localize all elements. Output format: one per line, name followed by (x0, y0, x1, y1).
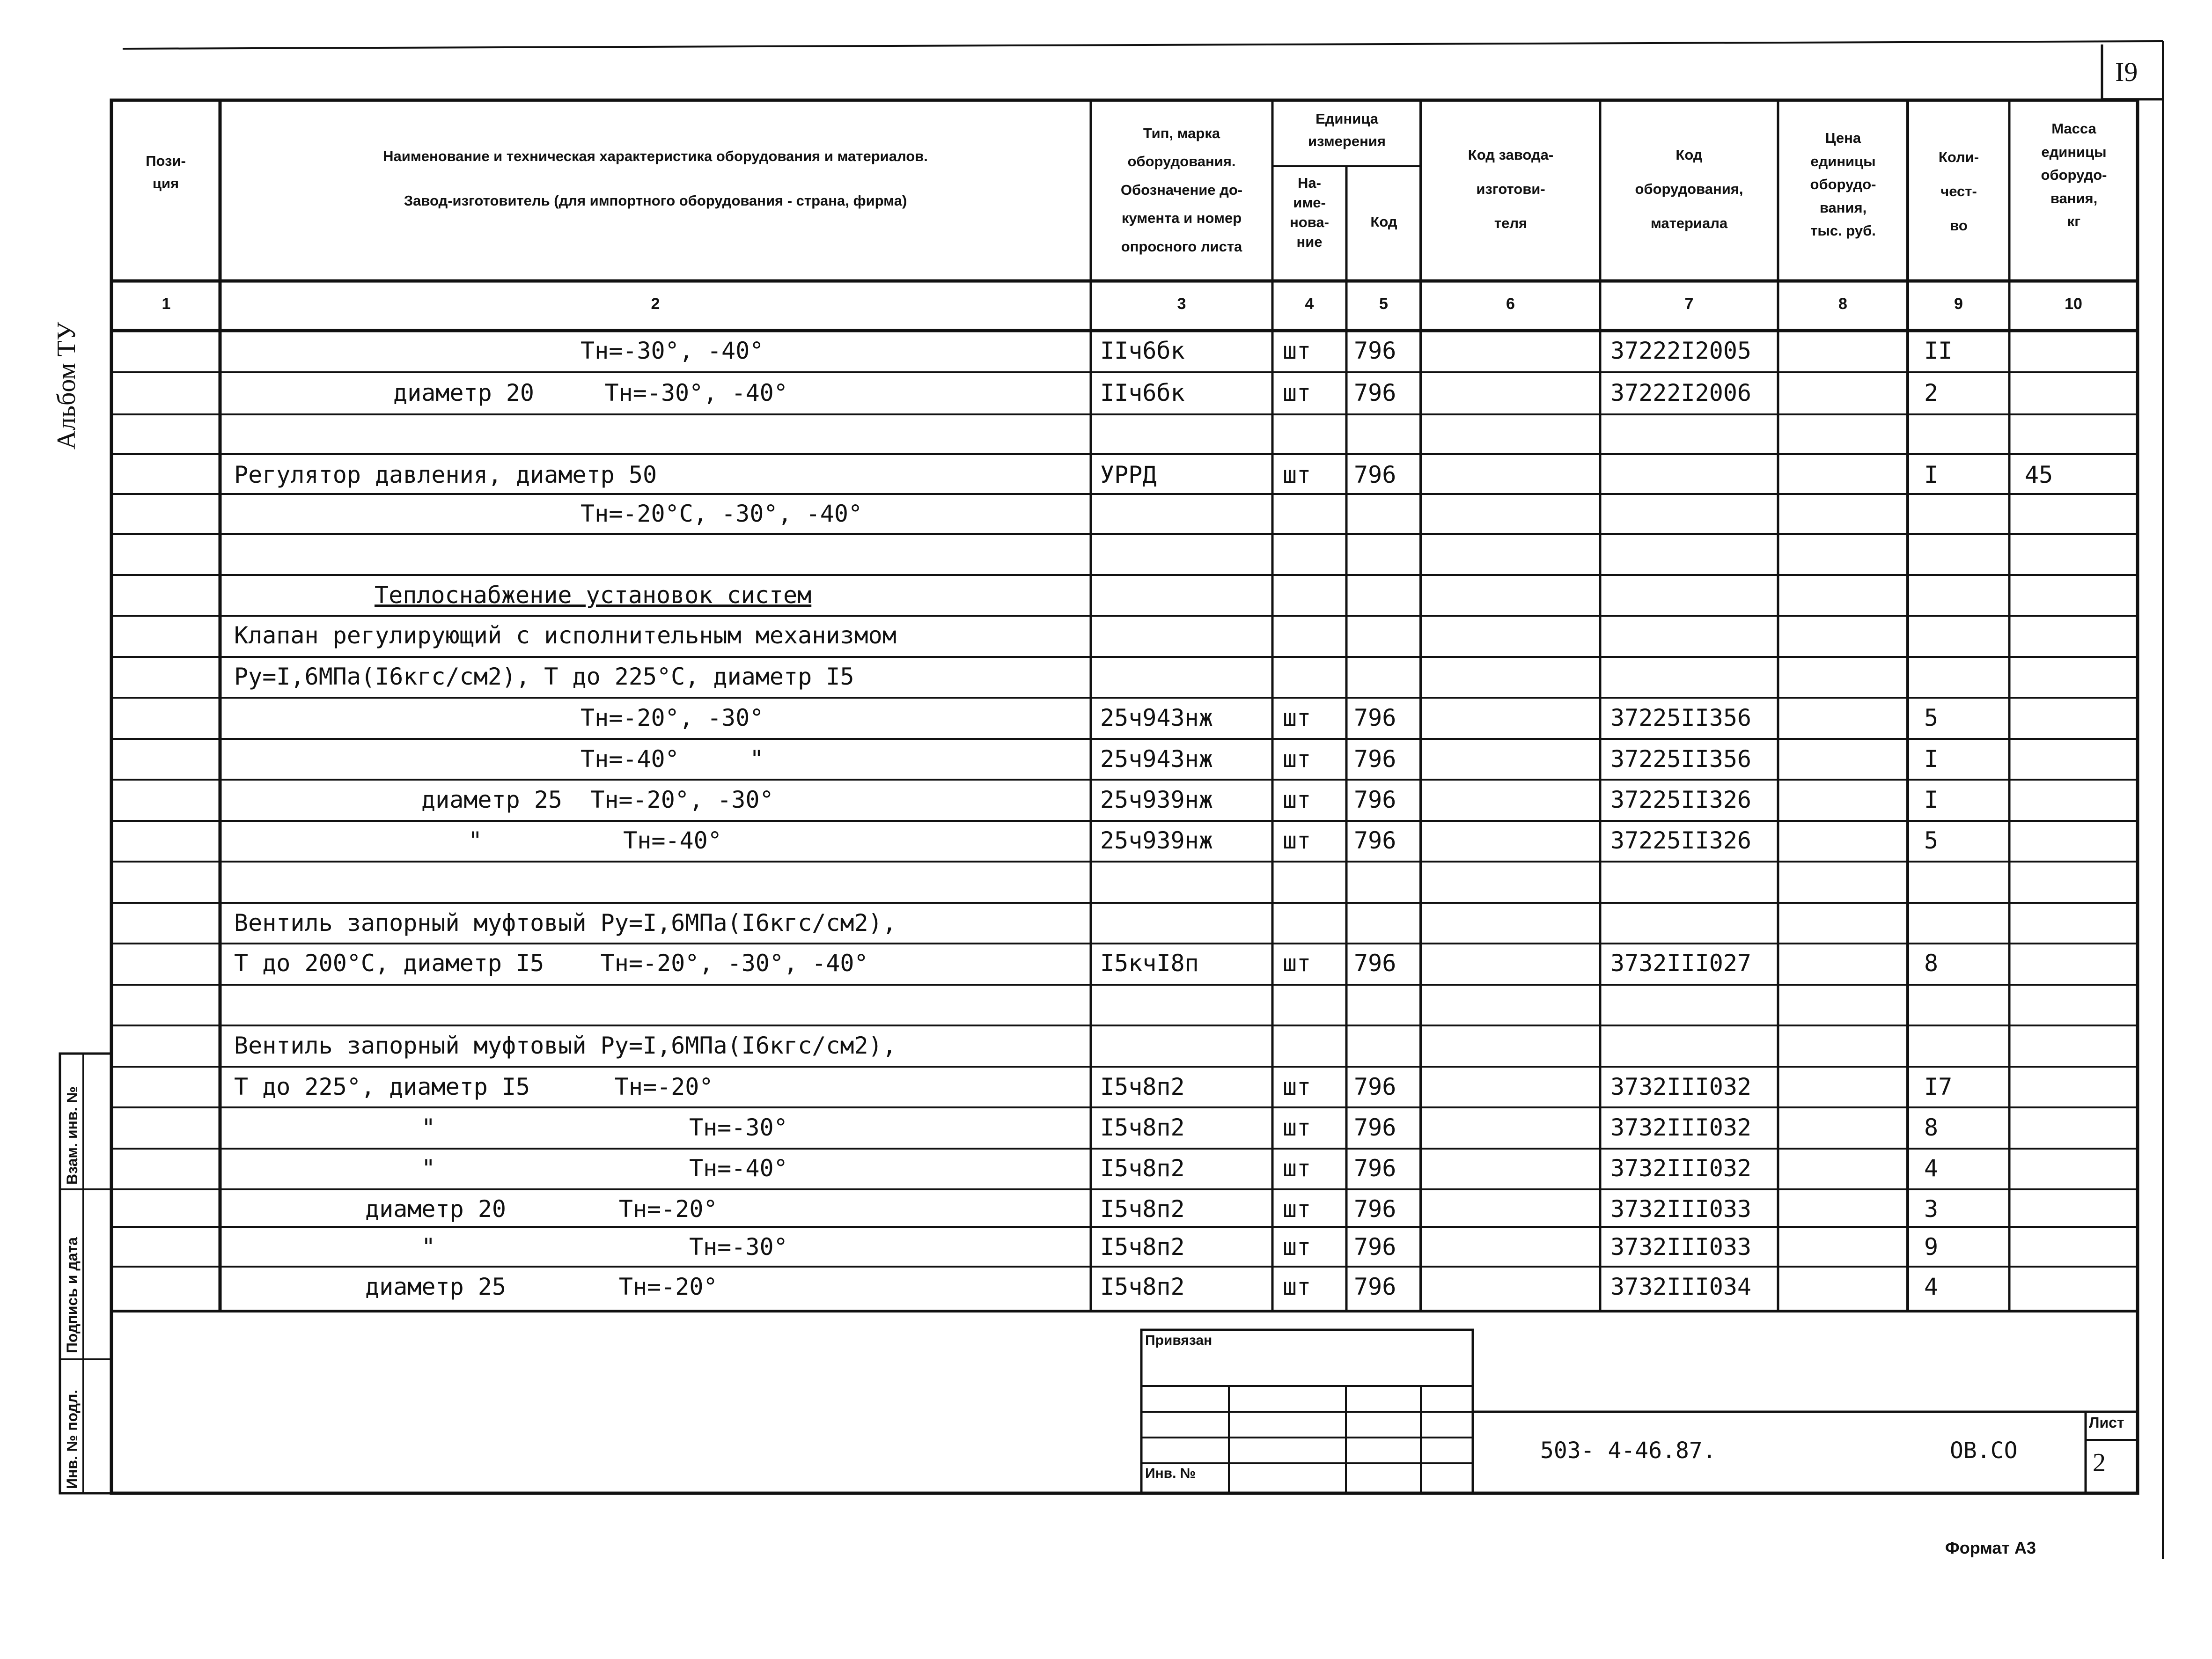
row-unit: шт (1283, 1273, 1311, 1300)
row-name: Тн=-20°, -30° (581, 704, 764, 731)
row-name: диаметр 20 Тн=-30°, -40° (393, 379, 788, 406)
row-qty: 5 (1924, 827, 1939, 854)
row-qty: 9 (1924, 1233, 1939, 1261)
row-code: 796 (1354, 1073, 1396, 1100)
row-mat: 3732III034 (1610, 1273, 1752, 1300)
row-qty: 3 (1924, 1195, 1939, 1223)
row-qty: 8 (1924, 950, 1939, 977)
row-code: 796 (1354, 786, 1396, 813)
sheet-corner-number: I9 (2115, 57, 2138, 87)
row-code: 796 (1354, 704, 1396, 731)
row-name: Ру=I,6МПа(I6кгс/см2), Т до 225°С, диаметр I5 (234, 663, 854, 690)
row-unit: шт (1283, 1114, 1311, 1141)
row-name: Теплоснабжение установок систем (375, 582, 812, 609)
album-label: Альбом ТУ (52, 322, 81, 450)
row-unit: шт (1283, 786, 1311, 813)
row-type: 25ч943нж (1100, 704, 1213, 731)
row-name: Т до 200°С, диаметр I5 Тн=-20°, -30°, -40° (234, 950, 868, 977)
row-name: Клапан регулирующий с исполнительным механизмом (234, 622, 897, 649)
row-code: 796 (1354, 950, 1396, 977)
header-position: Пози- ция (146, 153, 186, 192)
row-unit: шт (1283, 337, 1311, 364)
row-type: I5ч8п2 (1100, 1114, 1185, 1141)
row-code: 796 (1354, 827, 1396, 854)
row-mat: 37222I2006 (1610, 379, 1752, 406)
row-qty: 4 (1924, 1273, 1939, 1300)
row-mass: 45 (2025, 461, 2053, 488)
row-qty: 4 (1924, 1155, 1939, 1182)
row-code: 796 (1354, 1195, 1396, 1223)
doc-code: 503- 4-46.87. (1540, 1438, 1716, 1464)
row-name: Тн=-30°, -40° (581, 337, 764, 364)
row-qty: I (1924, 461, 1939, 488)
row-code: 796 (1354, 379, 1396, 406)
row-type: I5ч8п2 (1100, 1233, 1185, 1261)
row-code: 796 (1354, 1155, 1396, 1182)
row-name: " Тн=-40° (421, 1155, 788, 1182)
row-qty: II (1924, 337, 1953, 364)
row-mat: 37225II326 (1610, 827, 1752, 854)
side-label-vzam: Взам. инв. № (64, 1086, 81, 1185)
row-type: IIч6бк (1100, 337, 1185, 364)
header-unit: Единица измерения (1308, 111, 1386, 150)
header-material-code: Код оборудования, материала (1635, 147, 1743, 231)
row-type: I5ч8п2 (1100, 1155, 1185, 1182)
row-unit: шт (1283, 704, 1311, 731)
row-unit: шт (1283, 1073, 1311, 1100)
header-factory-code: Код завода- изготови- теля (1468, 147, 1554, 231)
row-name: " Тн=-30° (421, 1233, 788, 1261)
row-qty: 2 (1924, 379, 1939, 406)
header-price: Цена единицы оборудо- вания, тыс. руб. (1810, 130, 1876, 239)
doc-mark: ОВ.СО (1950, 1438, 2018, 1464)
header-mass: Масса единицы оборудо- вания, кг (2041, 120, 2107, 230)
header-unit-code: Код (1370, 214, 1397, 230)
column-number: 2 (651, 295, 660, 313)
row-name: диаметр 20 Тн=-20° (365, 1195, 718, 1223)
row-unit: шт (1283, 461, 1311, 488)
column-number: 4 (1305, 295, 1314, 313)
row-type: IIч6бк (1100, 379, 1185, 406)
row-code: 796 (1354, 337, 1396, 364)
column-number: 7 (1684, 295, 1694, 313)
header-name-line2: Завод-изготовитель (для импортного оборудования - страна, фирма) (404, 192, 907, 209)
row-qty: 5 (1924, 704, 1939, 731)
stamp-privyazan: Привязан (1145, 1333, 1213, 1348)
row-name: Т до 225°, диаметр I5 Тн=-20° (234, 1073, 713, 1100)
header-unit-name: На- име- нова- ние (1290, 175, 1329, 250)
row-mat: 3732III027 (1610, 950, 1752, 977)
row-name: " Тн=-40° (468, 827, 722, 854)
row-qty: I7 (1924, 1073, 1953, 1100)
row-name: диаметр 25 Тн=-20° (365, 1273, 718, 1300)
row-unit: шт (1283, 1233, 1311, 1261)
row-name: Регулятор давления, диаметр 50 (234, 461, 657, 488)
row-type: I5ч8п2 (1100, 1273, 1185, 1300)
row-unit: шт (1283, 379, 1311, 406)
row-code: 796 (1354, 1233, 1396, 1261)
header-name-line1: Наименование и техническая характеристика оборудования и материалов. (383, 148, 928, 164)
row-code: 796 (1354, 1273, 1396, 1300)
row-mat: 37222I2005 (1610, 337, 1752, 364)
row-type: I5кчI8п (1100, 950, 1199, 977)
row-mat: 3732III032 (1610, 1155, 1752, 1182)
column-number: 3 (1177, 295, 1186, 313)
row-name: Вентиль запорный муфтовый Ру=I,6МПа(I6кгс/см2), (234, 909, 897, 936)
format-label: Формат А3 (1945, 1538, 2036, 1557)
row-unit: шт (1283, 950, 1311, 977)
row-mat: 37225II356 (1610, 704, 1752, 731)
row-code: 796 (1354, 461, 1396, 488)
row-name: " Тн=-30° (421, 1114, 788, 1141)
row-unit: шт (1283, 1155, 1311, 1182)
row-type: 25ч939нж (1100, 827, 1213, 854)
row-name: диаметр 25 Тн=-20°, -30° (421, 786, 774, 813)
row-name: Вентиль запорный муфтовый Ру=I,6МПа(I6кгс/см2), (234, 1032, 897, 1059)
side-label-inv-podl: Инв. № подл. (64, 1389, 81, 1489)
row-type: 25ч939нж (1100, 786, 1213, 813)
side-label-podpis: Подпись и дата (64, 1237, 81, 1353)
row-mat: 37225II356 (1610, 745, 1752, 773)
column-number: 10 (2065, 295, 2082, 313)
column-number: 5 (1379, 295, 1388, 313)
column-number: 9 (1954, 295, 1963, 313)
row-name: Тн=-40° " (581, 745, 764, 773)
row-code: 796 (1354, 1114, 1396, 1141)
row-mat: 37225II326 (1610, 786, 1752, 813)
row-qty: 8 (1924, 1114, 1939, 1141)
stamp-inv-no: Инв. № (1145, 1466, 1196, 1481)
header-type: Тип, марка оборудования. Обозначение до- кумента и номер опросного листа (1120, 125, 1243, 255)
row-unit: шт (1283, 827, 1311, 854)
row-unit: шт (1283, 1195, 1311, 1223)
row-code: 796 (1354, 745, 1396, 773)
row-type: I5ч8п2 (1100, 1073, 1185, 1100)
row-name: Тн=-20°С, -30°, -40° (581, 500, 863, 527)
column-number: 6 (1506, 295, 1515, 313)
row-type: I5ч8п2 (1100, 1195, 1185, 1223)
column-number: 8 (1838, 295, 1847, 313)
row-unit: шт (1283, 745, 1311, 773)
row-mat: 3732III033 (1610, 1195, 1752, 1223)
header-quantity: Коли- чест- во (1938, 149, 1979, 234)
row-qty: I (1924, 745, 1939, 773)
row-mat: 3732III033 (1610, 1233, 1752, 1261)
column-number: 1 (162, 295, 171, 313)
list-number: 2 (2093, 1448, 2106, 1477)
row-mat: 3732III032 (1610, 1114, 1752, 1141)
row-qty: I (1924, 786, 1939, 813)
row-type: 25ч943нж (1100, 745, 1213, 773)
list-label: Лист (2089, 1414, 2124, 1431)
row-mat: 3732III032 (1610, 1073, 1752, 1100)
row-type: УРРД (1100, 461, 1157, 488)
